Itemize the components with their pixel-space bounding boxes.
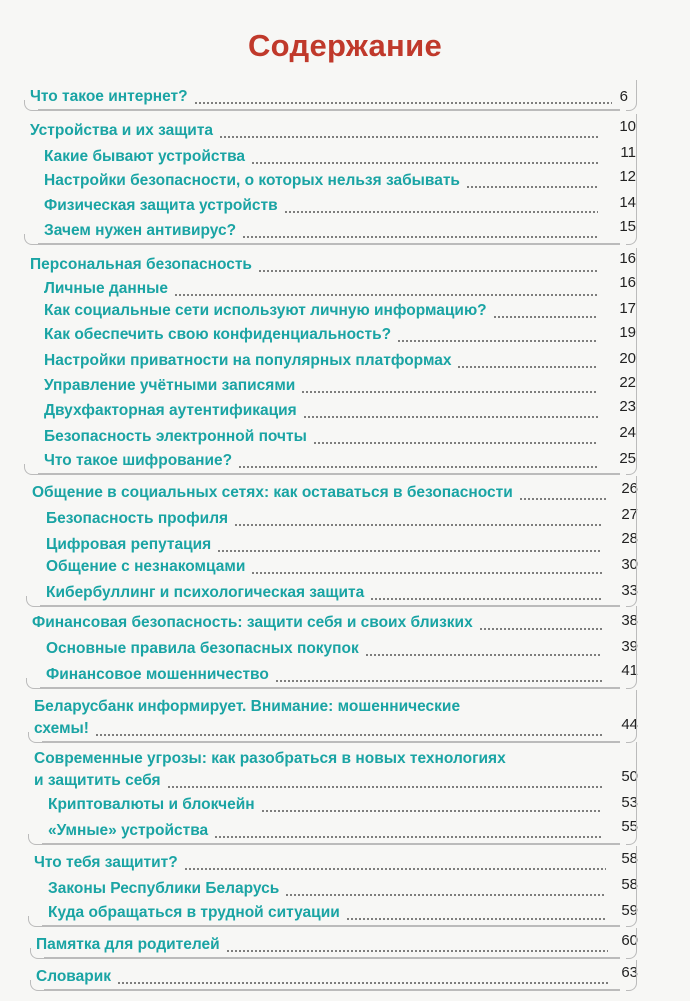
toc-entry[interactable] (30, 122, 213, 140)
leader-dots (242, 236, 598, 238)
toc-entry[interactable] (46, 666, 269, 684)
leader-dots (493, 316, 598, 318)
section-underline (38, 473, 620, 475)
toc-entry-title: Законы Республики Беларусь (48, 880, 280, 897)
section-underline (42, 843, 620, 845)
leader-dots (285, 894, 606, 896)
leader-dots (184, 868, 606, 870)
toc-entry[interactable] (36, 936, 220, 954)
section-bracket-right (626, 690, 637, 743)
section-bracket-right (626, 742, 637, 845)
page-number: 19 (619, 324, 636, 341)
toc-entry-title: Кибербуллинг и психологическая защита (46, 584, 365, 601)
page-number: 60 (621, 932, 638, 949)
toc-entry-title: Общение с незнакомцами (46, 558, 246, 575)
toc-entry-title: Физическая защита устройств (44, 197, 278, 214)
toc-entry[interactable] (46, 510, 228, 528)
toc-entry-title: Беларусбанк информирует. Внимание: мошеннические (34, 698, 461, 715)
page-number: 15 (619, 218, 636, 235)
page-number: 58 (621, 876, 638, 893)
section-bracket-right (626, 114, 637, 245)
toc-entry[interactable] (30, 256, 252, 274)
toc-entry-title-continued: и защитить себя (34, 772, 161, 789)
leader-dots (457, 366, 598, 368)
leader-dots (167, 786, 602, 788)
toc-entry-title: «Умные» устройства (48, 822, 209, 839)
section-bracket-right (626, 846, 637, 927)
toc-entry-title: Безопасность электронной почты (44, 428, 307, 445)
toc-entry-title: Финансовое мошенничество (46, 666, 269, 683)
toc-entry-title: Что такое шифрование? (44, 452, 233, 469)
section-underline (38, 243, 620, 245)
toc-entry-title: Общение в социальных сетях: как оставаться в безопасности (32, 484, 513, 501)
page-number: 41 (621, 662, 638, 679)
section-bracket-right (626, 928, 637, 959)
leader-dots (95, 734, 602, 736)
toc-entry[interactable] (46, 558, 245, 576)
toc-entry[interactable] (44, 452, 232, 470)
toc-entry-title: Куда обращаться в трудной ситуации (48, 904, 340, 921)
page-number: 22 (619, 374, 636, 391)
page-number: 58 (621, 850, 638, 867)
toc-entry[interactable] (46, 584, 364, 602)
page-number: 11 (620, 144, 636, 161)
toc-entry-title: Персональная безопасность (30, 256, 252, 273)
section-underline (40, 605, 620, 607)
page-number: 53 (621, 794, 638, 811)
leader-dots (301, 391, 598, 393)
section-bracket-right (626, 606, 637, 689)
page-number: 33 (621, 582, 638, 599)
toc-entry-title: Финансовая безопасность: защити себя и своих близких (32, 614, 473, 631)
section-bracket-right (626, 80, 637, 111)
page-number: 12 (619, 168, 636, 185)
section-underline (42, 925, 620, 927)
leader-dots (219, 136, 598, 138)
page-number: 16 (619, 250, 636, 267)
toc-entry-title: Настройки приватности на популярных платформах (44, 352, 452, 369)
leader-dots (284, 211, 598, 213)
page-number: 27 (621, 506, 638, 523)
toc-entry-title: Современные угрозы: как разобраться в новых технологиях (34, 750, 506, 767)
toc-entry-title: Словарик (36, 968, 112, 985)
section-underline (42, 741, 620, 743)
toc-entry[interactable] (44, 172, 460, 190)
toc-entry[interactable] (48, 822, 208, 840)
page-number: 50 (621, 768, 638, 785)
leader-dots (258, 270, 598, 272)
toc-entry[interactable] (44, 148, 245, 166)
toc-entry[interactable] (44, 428, 307, 446)
toc-entry-title: Как социальные сети используют личную информацию? (44, 302, 487, 319)
leader-dots (226, 950, 608, 952)
page-number: 17 (619, 300, 636, 317)
page-number: 23 (619, 398, 636, 415)
toc-entry[interactable] (46, 640, 359, 658)
page-number: 28 (621, 530, 638, 547)
page-number: 26 (621, 480, 638, 497)
toc-entry[interactable] (48, 880, 279, 898)
page-number: 59 (621, 902, 638, 919)
toc-entry-title-continued: схемы! (34, 720, 89, 737)
page-number: 6 (619, 88, 628, 105)
leader-dots (234, 524, 602, 526)
toc-entry-title: Памятка для родителей (36, 936, 220, 953)
toc-entry[interactable] (44, 280, 168, 298)
toc-entry[interactable] (36, 968, 111, 986)
toc-entry[interactable] (34, 698, 460, 716)
toc-entry[interactable] (32, 484, 513, 502)
leader-dots (117, 982, 608, 984)
leader-dots (519, 498, 606, 500)
toc-entry-title: Личные данные (44, 280, 168, 297)
toc-entry[interactable] (48, 904, 340, 922)
section-underline (44, 989, 620, 991)
toc-entry-title: Безопасность профиля (46, 510, 229, 527)
toc-entry[interactable] (46, 536, 211, 554)
leader-dots (251, 572, 602, 574)
toc-entry-title: Зачем нужен антивирус? (44, 222, 237, 239)
leader-dots (370, 598, 602, 600)
toc-entry-title: Двухфакторная аутентификация (44, 402, 297, 419)
section-underline (40, 687, 620, 689)
leader-dots (238, 466, 598, 468)
leader-dots (346, 918, 606, 920)
leader-dots (194, 102, 612, 104)
leader-dots (261, 810, 602, 812)
leader-dots (251, 162, 598, 164)
leader-dots (365, 654, 602, 656)
page-title: Содержание (248, 28, 442, 63)
leader-dots (275, 680, 602, 682)
toc-entry-title: Что такое интернет? (30, 88, 188, 105)
toc-entry[interactable] (44, 402, 297, 420)
page-number: 63 (621, 964, 638, 981)
toc-entry-title: Основные правила безопасных покупок (46, 640, 359, 657)
toc-entry[interactable] (44, 222, 236, 240)
toc-entry-title: Как обеспечить свою конфиденциальность? (44, 326, 392, 343)
section-underline (38, 109, 620, 111)
page-number: 10 (619, 118, 636, 135)
leader-dots (217, 550, 602, 552)
leader-dots (303, 416, 598, 418)
section-bracket-right (626, 476, 637, 607)
page-number: 25 (619, 450, 636, 467)
leader-dots (174, 294, 598, 296)
toc-entry-title: Цифровая репутация (46, 536, 212, 553)
toc-entry[interactable] (34, 750, 506, 768)
toc-entry[interactable] (48, 796, 255, 814)
page-number: 20 (619, 350, 636, 367)
toc-entry-title: Какие бывают устройства (44, 148, 246, 165)
section-bracket-right (626, 248, 637, 475)
toc-entry[interactable] (44, 197, 278, 215)
leader-dots (313, 442, 598, 444)
leader-dots (479, 628, 602, 630)
leader-dots (214, 836, 602, 838)
toc-entry[interactable] (32, 614, 473, 632)
toc-entry[interactable] (34, 854, 178, 872)
section-underline (44, 957, 620, 959)
toc-entry[interactable] (44, 302, 487, 320)
page-number: 55 (621, 818, 638, 835)
page-number: 39 (621, 638, 638, 655)
toc-entry-title: Что тебя защитит? (34, 854, 178, 871)
toc-entry[interactable] (44, 377, 295, 395)
toc-entry[interactable] (44, 326, 391, 344)
page-number: 30 (621, 556, 638, 573)
toc-entry-title: Управление учётными записями (44, 377, 296, 394)
toc-entry-title: Настройки безопасности, о которых нельзя забывать (44, 172, 460, 189)
toc-entry[interactable] (30, 88, 188, 106)
toc-entry-title: Криптовалюты и блокчейн (48, 796, 255, 813)
toc-entry-title: Устройства и их защита (30, 122, 214, 139)
page-number: 24 (619, 424, 636, 441)
page-number: 14 (619, 194, 636, 211)
page-number: 16 (619, 274, 636, 291)
page-number: 38 (621, 612, 638, 629)
leader-dots (397, 340, 598, 342)
page-number: 44 (621, 716, 638, 733)
toc-entry[interactable] (44, 352, 451, 370)
leader-dots (466, 186, 598, 188)
section-bracket-right (626, 960, 637, 991)
